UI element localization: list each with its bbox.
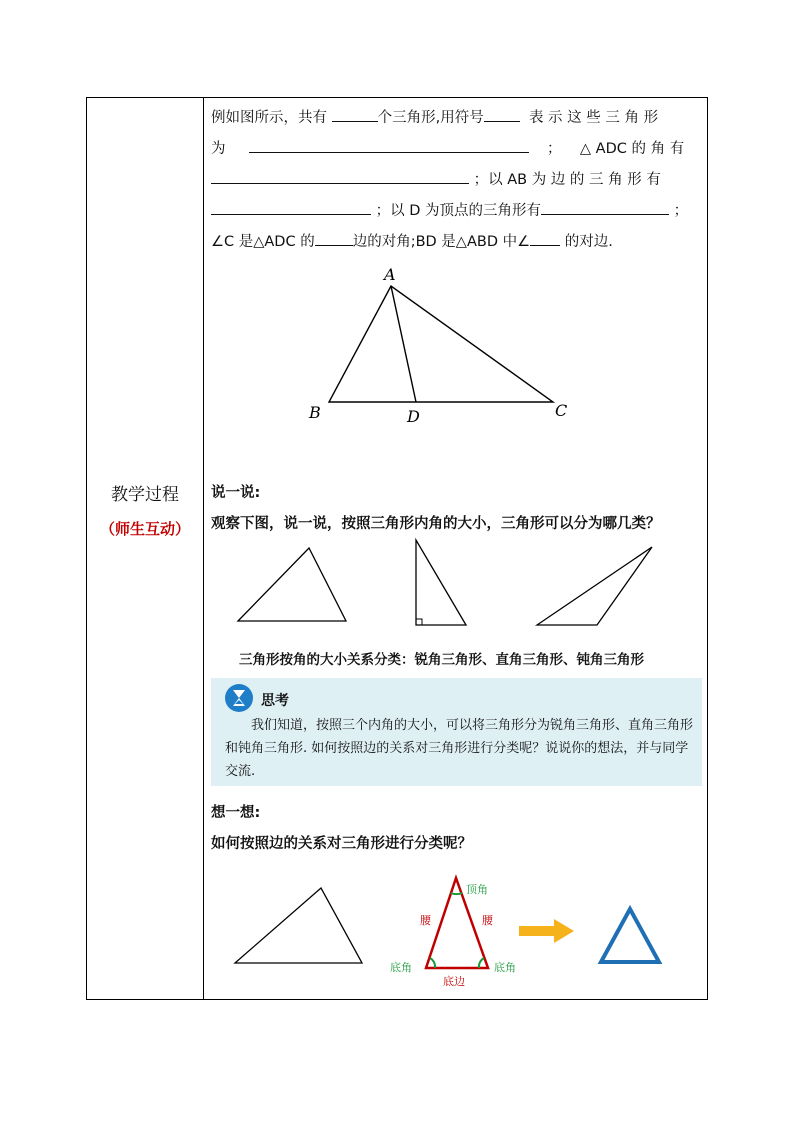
- label-B: B: [309, 403, 321, 422]
- label-leg-right: 腰: [482, 914, 493, 927]
- base-right-arc: [479, 958, 484, 968]
- example-line-1: 例如图所示，共有 个三角形,用符号 表 示 这 些 三 角 形: [211, 110, 659, 126]
- triangle-abd-figure: [87, 98, 707, 998]
- label-base: 底边: [443, 975, 465, 988]
- think-text: 我们知道，按照三个内角的大小，可以将三角形分为锐角三角形、直角三角形和钝角三角形. 如何按照边的关系对三角形进行分类呢？说说你的想法，并与同学交流.: [225, 718, 694, 779]
- say-heading: 说一说:: [211, 485, 261, 501]
- obtuse-triangle: [537, 547, 652, 625]
- label-D: D: [407, 407, 420, 426]
- consider-question: 如何按照边的关系对三角形进行分类呢？: [211, 836, 472, 852]
- say-answer: 三角形按角的大小关系分类：锐角三角形、直角三角形、钝角三角形: [239, 652, 644, 668]
- section-title: 教学过程: [111, 485, 179, 505]
- hourglass-icon: [225, 684, 253, 712]
- scalene-triangle: [235, 888, 362, 963]
- example-line-5: ∠C 是△ADC 的 边的对角;BD 是△ABD 中∠ 的对边.: [211, 234, 613, 250]
- label-base-right: 底角: [494, 961, 516, 974]
- label-C: C: [555, 401, 568, 420]
- right-angle-mark: [416, 619, 422, 625]
- label-leg-left: 腰: [420, 914, 431, 927]
- label-apex-angle: 顶角: [466, 883, 488, 896]
- right-triangle: [416, 540, 466, 625]
- base-left-arc: [430, 958, 435, 968]
- section-subtitle: （师生互动）: [99, 520, 190, 538]
- equilateral-triangle: [601, 909, 659, 962]
- example-line-4: ；以 D 为顶点的三角形有 ；: [211, 199, 688, 220]
- acute-triangle: [238, 548, 346, 621]
- say-question: 观察下图，说一说，按照三角形内角的大小，三角形可以分为哪几类？: [211, 516, 661, 532]
- apex-angle-arc: [451, 893, 462, 894]
- arrow-icon: [519, 919, 574, 943]
- consider-heading: 想一想:: [211, 805, 261, 821]
- example-line-2: 为 ； △ ADC 的 角 有: [211, 141, 685, 157]
- label-base-left: 底角: [390, 961, 412, 974]
- think-title: 思考: [261, 693, 289, 709]
- lesson-table: [86, 97, 708, 1000]
- example-line-3: ；以 AB 为 边 的 三 角 形 有: [211, 168, 661, 189]
- think-box: [211, 678, 702, 786]
- label-A: A: [384, 265, 396, 284]
